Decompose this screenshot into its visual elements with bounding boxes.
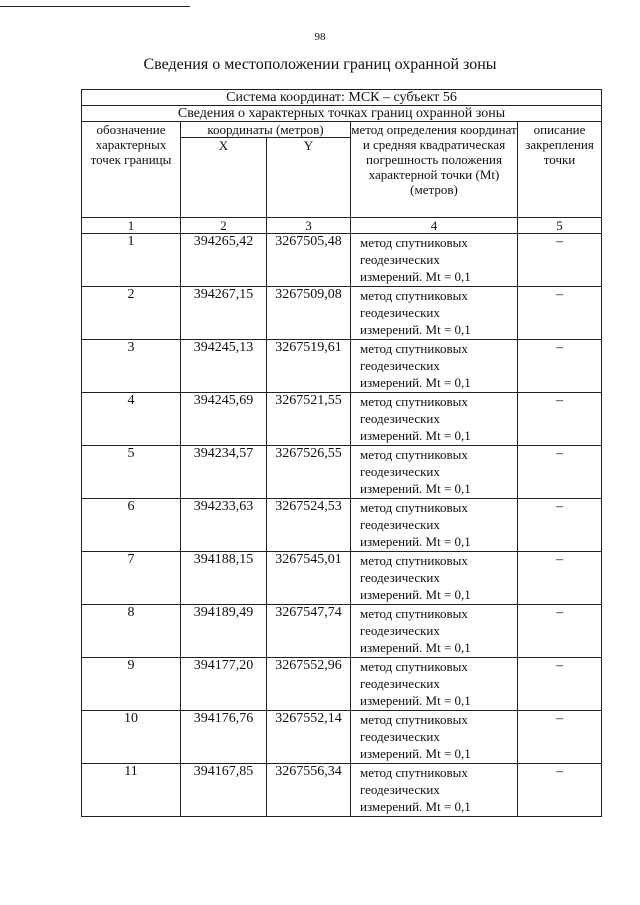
table-row: [82, 711, 602, 764]
x-coordinate-cell: 394176,76: [181, 711, 267, 764]
header-description: описание закрепления точки: [518, 122, 602, 218]
method-line: геодезических: [360, 517, 440, 532]
y-coordinate-cell: 3267547,74: [267, 605, 351, 658]
column-number: 5: [518, 218, 602, 234]
description-cell: –: [518, 552, 602, 605]
method-line: метод спутниковых: [360, 500, 468, 515]
point-cell: 5: [82, 446, 181, 499]
method-cell: [351, 340, 518, 393]
method-line: геодезических: [360, 782, 440, 797]
header-coordinates: координаты (метров): [181, 122, 351, 138]
table-row: [82, 552, 602, 605]
top-rule: [0, 6, 190, 7]
table-row: [82, 605, 602, 658]
method-line: геодезических: [360, 729, 440, 744]
table-row: [82, 446, 602, 499]
method-line: метод спутниковых: [360, 712, 468, 727]
point-cell: 2: [82, 287, 181, 340]
x-coordinate-cell: 394245,13: [181, 340, 267, 393]
description-cell: –: [518, 605, 602, 658]
y-coordinate-cell: 3267521,55: [267, 393, 351, 446]
coordinate-system-row: Система координат: МСК – субъект 56: [82, 90, 602, 106]
table-row: [82, 340, 602, 393]
description-cell: –: [518, 446, 602, 499]
x-coordinate-cell: 394167,85: [181, 764, 267, 817]
method-line: метод спутниковых: [360, 288, 468, 303]
method-line: измерений. Mt = 0,1: [360, 322, 471, 337]
method-line: измерений. Mt = 0,1: [360, 481, 471, 496]
point-cell: 10: [82, 711, 181, 764]
header-y: Y: [267, 138, 351, 218]
x-coordinate-cell: 394189,49: [181, 605, 267, 658]
method-line: метод спутниковых: [360, 659, 468, 674]
x-coordinate-cell: 394188,15: [181, 552, 267, 605]
x-coordinate-cell: 394233,63: [181, 499, 267, 552]
point-cell: 3: [82, 340, 181, 393]
method-cell: [351, 287, 518, 340]
x-coordinate-cell: 394265,42: [181, 234, 267, 287]
table-row: [82, 764, 602, 817]
method-line: геодезических: [360, 676, 440, 691]
point-cell: 1: [82, 234, 181, 287]
y-coordinate-cell: 3267526,55: [267, 446, 351, 499]
method-line: метод спутниковых: [360, 447, 468, 462]
method-line: измерений. Mt = 0,1: [360, 375, 471, 390]
column-number: 1: [82, 218, 181, 234]
method-line: геодезических: [360, 570, 440, 585]
method-cell: [351, 764, 518, 817]
point-cell: 8: [82, 605, 181, 658]
header-method: метод определения координат и средняя квадратическая погрешность положения характерной точки (Mt) (метров): [351, 122, 518, 218]
column-number: 4: [351, 218, 518, 234]
method-cell: [351, 393, 518, 446]
boundary-points-table: [81, 89, 602, 817]
method-cell: [351, 605, 518, 658]
description-cell: –: [518, 340, 602, 393]
column-number: 2: [181, 218, 267, 234]
point-cell: 6: [82, 499, 181, 552]
method-cell: [351, 499, 518, 552]
method-line: метод спутниковых: [360, 553, 468, 568]
description-cell: –: [518, 658, 602, 711]
description-cell: –: [518, 764, 602, 817]
method-line: измерений. Mt = 0,1: [360, 799, 471, 814]
method-line: геодезических: [360, 623, 440, 638]
method-line: измерений. Mt = 0,1: [360, 640, 471, 655]
y-coordinate-cell: 3267505,48: [267, 234, 351, 287]
table-row: [82, 287, 602, 340]
x-coordinate-cell: 394234,57: [181, 446, 267, 499]
method-line: геодезических: [360, 358, 440, 373]
method-line: измерений. Mt = 0,1: [360, 587, 471, 602]
description-cell: –: [518, 287, 602, 340]
table-row: [82, 393, 602, 446]
y-coordinate-cell: 3267556,34: [267, 764, 351, 817]
point-cell: 7: [82, 552, 181, 605]
method-line: геодезических: [360, 252, 440, 267]
method-line: измерений. Mt = 0,1: [360, 534, 471, 549]
method-cell: [351, 552, 518, 605]
method-line: метод спутниковых: [360, 341, 468, 356]
description-cell: –: [518, 711, 602, 764]
method-line: измерений. Mt = 0,1: [360, 693, 471, 708]
method-line: метод спутниковых: [360, 765, 468, 780]
description-cell: –: [518, 393, 602, 446]
y-coordinate-cell: 3267509,08: [267, 287, 351, 340]
section-title-row: Сведения о характерных точках границ охранной зоны: [82, 106, 602, 122]
table-row: [82, 499, 602, 552]
y-coordinate-cell: 3267545,01: [267, 552, 351, 605]
y-coordinate-cell: 3267524,53: [267, 499, 351, 552]
method-line: метод спутниковых: [360, 235, 468, 250]
x-coordinate-cell: 394245,69: [181, 393, 267, 446]
method-cell: [351, 234, 518, 287]
method-line: измерений. Mt = 0,1: [360, 269, 471, 284]
point-cell: 4: [82, 393, 181, 446]
description-cell: –: [518, 499, 602, 552]
column-number: 3: [267, 218, 351, 234]
method-line: геодезических: [360, 464, 440, 479]
method-line: измерений. Mt = 0,1: [360, 428, 471, 443]
method-line: метод спутниковых: [360, 606, 468, 621]
method-cell: [351, 658, 518, 711]
point-cell: 11: [82, 764, 181, 817]
y-coordinate-cell: 3267552,14: [267, 711, 351, 764]
method-line: геодезических: [360, 411, 440, 426]
point-cell: 9: [82, 658, 181, 711]
x-coordinate-cell: 394267,15: [181, 287, 267, 340]
table-row: [82, 658, 602, 711]
y-coordinate-cell: 3267519,61: [267, 340, 351, 393]
method-cell: [351, 446, 518, 499]
header-point-designation: обозначение характерных точек границы: [82, 122, 181, 218]
y-coordinate-cell: 3267552,96: [267, 658, 351, 711]
method-cell: [351, 711, 518, 764]
table-row: [82, 234, 602, 287]
method-line: измерений. Mt = 0,1: [360, 746, 471, 761]
page-number: 98: [314, 31, 326, 43]
document-title: Сведения о местоположении границ охранной зоны: [143, 56, 497, 73]
method-line: геодезических: [360, 305, 440, 320]
x-coordinate-cell: 394177,20: [181, 658, 267, 711]
description-cell: –: [518, 234, 602, 287]
method-line: метод спутниковых: [360, 394, 468, 409]
header-x: X: [181, 138, 267, 218]
column-numbers-row: [82, 218, 602, 234]
